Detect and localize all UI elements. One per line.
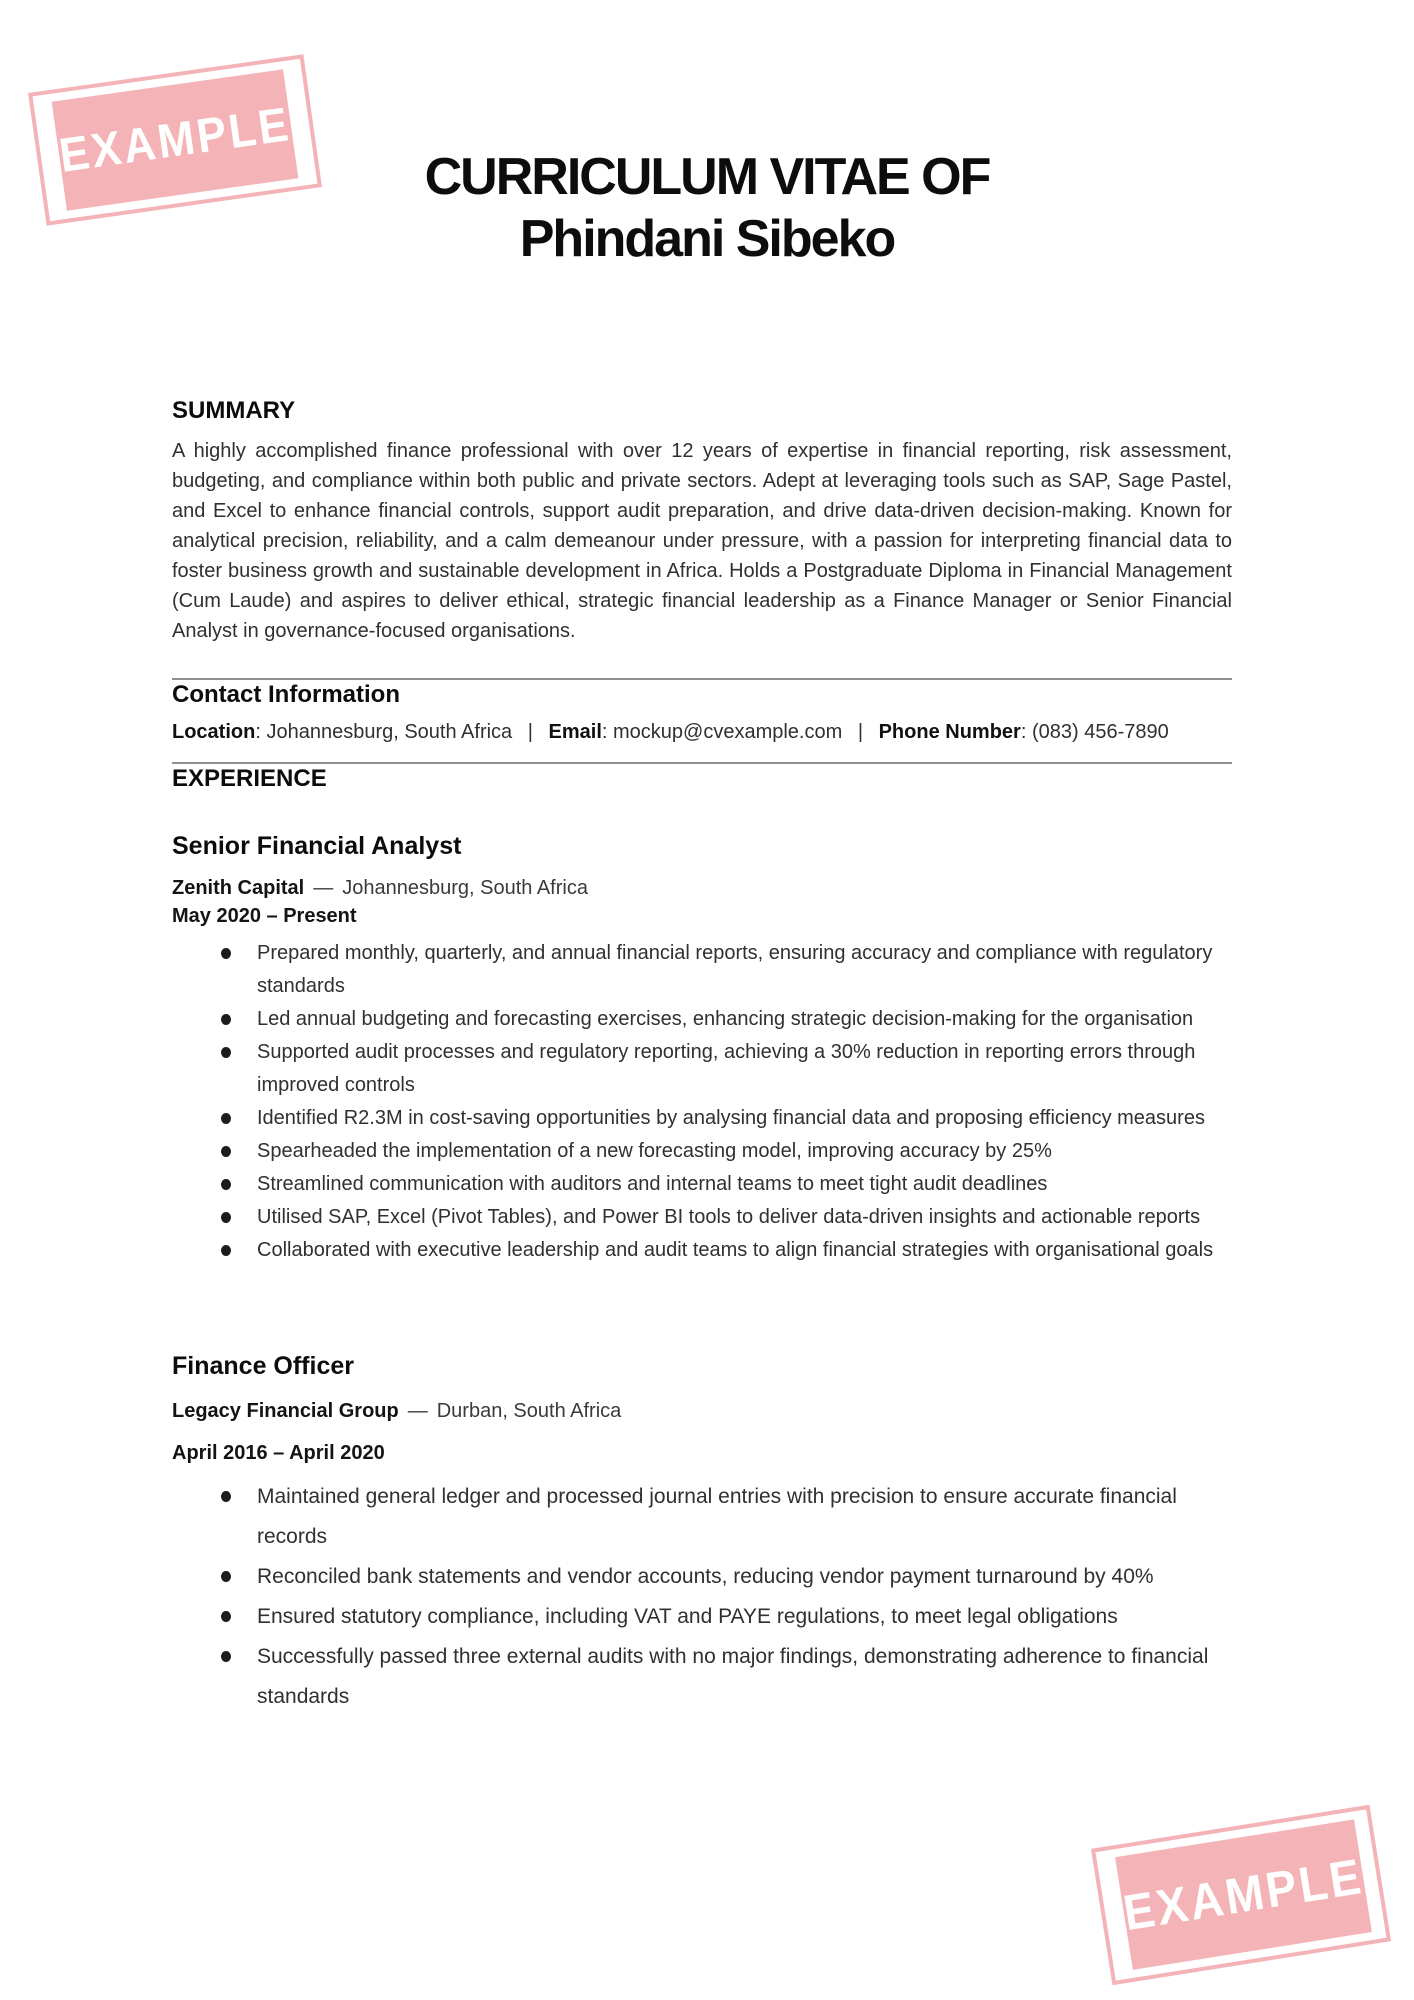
bullet-item: Streamlined communication with auditors and internal teams to meet tight audit deadlines	[257, 1168, 1232, 1201]
job-bullet-list	[172, 937, 1232, 1267]
document-title	[0, 146, 1414, 270]
job-dates: May 2020 – Present	[172, 905, 357, 927]
company-name: Legacy Financial Group	[172, 1400, 399, 1422]
job-company-line	[172, 1396, 1232, 1426]
document-title-line-1: CURRICULUM VITAE OF	[424, 148, 990, 206]
contact-phone-value: : (083) 456-7890	[1020, 721, 1169, 743]
document-body	[172, 396, 1232, 1717]
job-title: Finance Officer	[172, 1352, 354, 1380]
company-name: Zenith Capital	[172, 877, 305, 899]
example-stamp-bottom	[1091, 1805, 1391, 1985]
job-title: Senior Financial Analyst	[172, 832, 462, 860]
bullet-item: Utilised SAP, Excel (Pivot Tables), and Power BI tools to deliver data-driven insights and actionable reports	[257, 1201, 1232, 1234]
bullet-item: Prepared monthly, quarterly, and annual financial reports, ensuring accuracy and compliance with regulatory standards	[257, 937, 1232, 1003]
summary-heading: SUMMARY	[172, 397, 296, 424]
company-location-dash: —	[313, 877, 334, 899]
bullet-item: Supported audit processes and regulatory reporting, achieving a 30% reduction in reporting errors through improved controls	[257, 1036, 1232, 1102]
example-stamp-label: EXAMPLE	[1115, 1819, 1372, 1969]
bullet-item: Spearheaded the implementation of a new forecasting model, improving accuracy by 25%	[257, 1135, 1232, 1168]
contact-email-label: Email	[548, 721, 602, 743]
contact-heading: Contact Information	[172, 681, 400, 708]
bullet-item: Successfully passed three external audits with no major findings, demonstrating adherence to financial standards	[257, 1637, 1232, 1717]
contact-separator-2: |	[857, 721, 864, 743]
job-finance-officer	[172, 1351, 1232, 1717]
example-stamp-label: EXAMPLE	[52, 69, 299, 210]
contact-email-value: : mockup@cvexample.com	[601, 721, 843, 743]
contact-separator-1: |	[527, 721, 533, 743]
contact-location-value: : Johannesburg, South Africa	[255, 721, 513, 743]
bullet-item: Maintained general ledger and processed journal entries with precision to ensure accurate financial records	[257, 1477, 1232, 1557]
job-dates: April 2016 – April 2020	[172, 1442, 385, 1464]
experience-heading: EXPERIENCE	[172, 765, 327, 792]
summary-paragraph: A highly accomplished finance professional with over 12 years of expertise in financial reporting, risk assessment, budgeting, and compliance within both public and private sectors. Adept at leveraging tools such as SAP, Sage Pastel, and Excel to enhance financial controls, support audit preparation, and drive data-driven decision-making. Known for analytical precision, reliability, and a calm demeanour under pressure, with a passion for interpreting financial data to foster business growth and sustainable development in Africa. Holds a Postgraduate Diploma in Financial Management (Cum Laude) and aspires to deliver ethical, strategic financial leadership as a Finance Manager or Senior Financial Analyst in governance-focused organisations.	[172, 440, 1232, 642]
document-title-line-2: Phindani Sibeko	[519, 210, 895, 268]
job-senior-financial-analyst	[172, 831, 1232, 1267]
bullet-item: Led annual budgeting and forecasting exercises, enhancing strategic decision-making for the organisation	[257, 1003, 1232, 1036]
contact-line	[172, 717, 1232, 747]
bullet-item: Ensured statutory compliance, including VAT and PAYE regulations, to meet legal obligations	[257, 1597, 1232, 1637]
company-location-dash: —	[407, 1400, 428, 1422]
job-company-line	[172, 875, 1232, 902]
contact-phone-label: Phone Number	[878, 721, 1021, 743]
job-bullet-list	[172, 1477, 1232, 1717]
bullet-item: Reconciled bank statements and vendor accounts, reducing vendor payment turnaround by 40%	[257, 1557, 1232, 1597]
company-location: Durban, South Africa	[436, 1400, 622, 1422]
bullet-item: Identified R2.3M in cost-saving opportunities by analysing financial data and proposing efficiency measures	[257, 1102, 1232, 1135]
company-location: Johannesburg, South Africa	[342, 877, 588, 899]
contact-location-label: Location	[172, 721, 256, 743]
bullet-item: Collaborated with executive leadership and audit teams to align financial strategies with organisational goals	[257, 1234, 1232, 1267]
